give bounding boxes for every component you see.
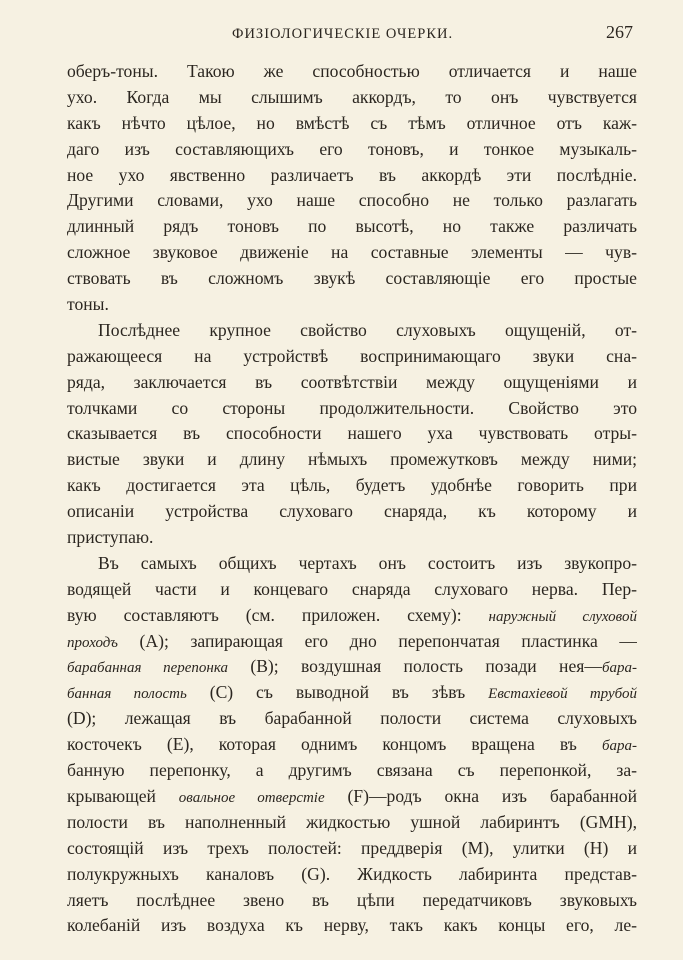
italic-term: бара- <box>601 738 637 755</box>
paragraph-end-line: приступаю. <box>67 527 154 548</box>
text-line: ражающееся на устройствѣ воспринимающаго звуки сна- <box>67 345 637 366</box>
text-line: состоящій изъ трехъ полостей: преддверія (M), улитки (H) и <box>67 837 637 858</box>
text-line: толчками со стороны продолжительности. Свойство это <box>67 397 637 418</box>
body-text <box>67 59 637 939</box>
italic-term: банная полость <box>67 686 187 703</box>
italic-term: овальное отверстіе <box>178 789 325 806</box>
paragraph-first-line: Послѣднее крупное свойство слуховыхъ ощущеній, от- <box>98 319 637 340</box>
italic-term: барабанная перепонка <box>67 660 229 677</box>
text-line: вистые звуки и длину нѣмыхъ промежутковъ между ними; <box>67 449 637 470</box>
text-line: ляетъ послѣднее звено въ цѣпи передатчиковъ звуковыхъ <box>67 889 637 910</box>
page-number: 267 <box>606 22 633 42</box>
text-line: ствовать въ сложномъ звукѣ составляющіе его простые <box>67 268 637 289</box>
text-line: колебаній изъ воздуха къ нерву, такъ какъ концы его, ле- <box>67 915 637 936</box>
text-line: описаніи устройства слуховаго снаряда, къ которому и <box>67 501 637 522</box>
text-line: ухо. Когда мы слышимъ аккордъ, то онъ чувствуется <box>67 86 637 107</box>
italic-term: бара- <box>601 660 637 677</box>
text-line: длинный рядъ тоновъ по высотѣ, но также различать <box>67 216 637 237</box>
paragraph-first-line: Въ самыхъ общихъ чертахъ онъ состоитъ изъ звукопро- <box>98 552 637 573</box>
text-line: сложное звуковое движеніе на составные элементы — чув- <box>67 242 637 263</box>
italic-term: наружный слуховой <box>488 608 637 625</box>
text-line: банная полость (С) съ выводной въ зѣвъ Евстахіевой трубой <box>67 682 637 703</box>
italic-term: Евстахіевой трубой <box>488 686 637 703</box>
text-line: банную перепонку, а другимъ связана съ перепонкой, за- <box>67 760 637 781</box>
italic-term: проходъ <box>67 634 118 651</box>
text-line: ряда, заключается въ соотвѣтствіи между ощущеніями и <box>67 371 637 392</box>
text-line: (D); лежащая въ барабанной полости система слуховыхъ <box>67 708 637 729</box>
text-line: водящей части и концеваго снаряда слуховаго нерва. Пер- <box>67 578 637 599</box>
text-line: проходъ (А); запирающая его дно перепончатая пластинка — <box>67 630 637 651</box>
text-line: даго изъ составляющихъ его тоновъ, и тонкое музыкаль- <box>67 138 637 159</box>
text-line: какъ достигается эта цѣль, будетъ удобнѣе говорить при <box>67 475 637 496</box>
text-line: сказывается въ способности нашего уха чувствовать отры- <box>67 423 637 444</box>
text-line: полукружныхъ каналовъ (G). Жидкость лабиринта представ- <box>67 863 637 884</box>
text-line: вую составляютъ (см. приложен. схему): наружный слуховой <box>67 604 637 625</box>
text-line: ное ухо явственно различаетъ въ аккордѣ эти послѣдніе. <box>67 164 637 185</box>
page-header <box>0 20 683 46</box>
text-line: косточекъ (Е), которая однимъ концомъ вращена въ бара- <box>67 734 637 755</box>
text-line: оберъ-тоны. Такою же способностью отличается и наше <box>67 61 637 81</box>
running-title: ФИЗІОЛОГИЧЕСКІЕ ОЧЕРКИ. <box>232 26 454 42</box>
text-line: полости въ наполненный жидкостью ушной лабиринтъ (GMH), <box>67 811 637 832</box>
text-line: барабанная перепонка (В); воздушная полость позади нея—бара- <box>67 656 637 677</box>
text-line: какъ нѣчто цѣлое, но вмѣстѣ съ тѣмъ отличное отъ каж- <box>67 112 637 133</box>
text-line: крывающей овальное отверстіе (F)—родъ окна изъ барабанной <box>67 785 637 806</box>
paragraph-end-line: тоны. <box>67 294 109 315</box>
text-line: Другими словами, ухо наше способно не только разлагать <box>67 190 637 211</box>
